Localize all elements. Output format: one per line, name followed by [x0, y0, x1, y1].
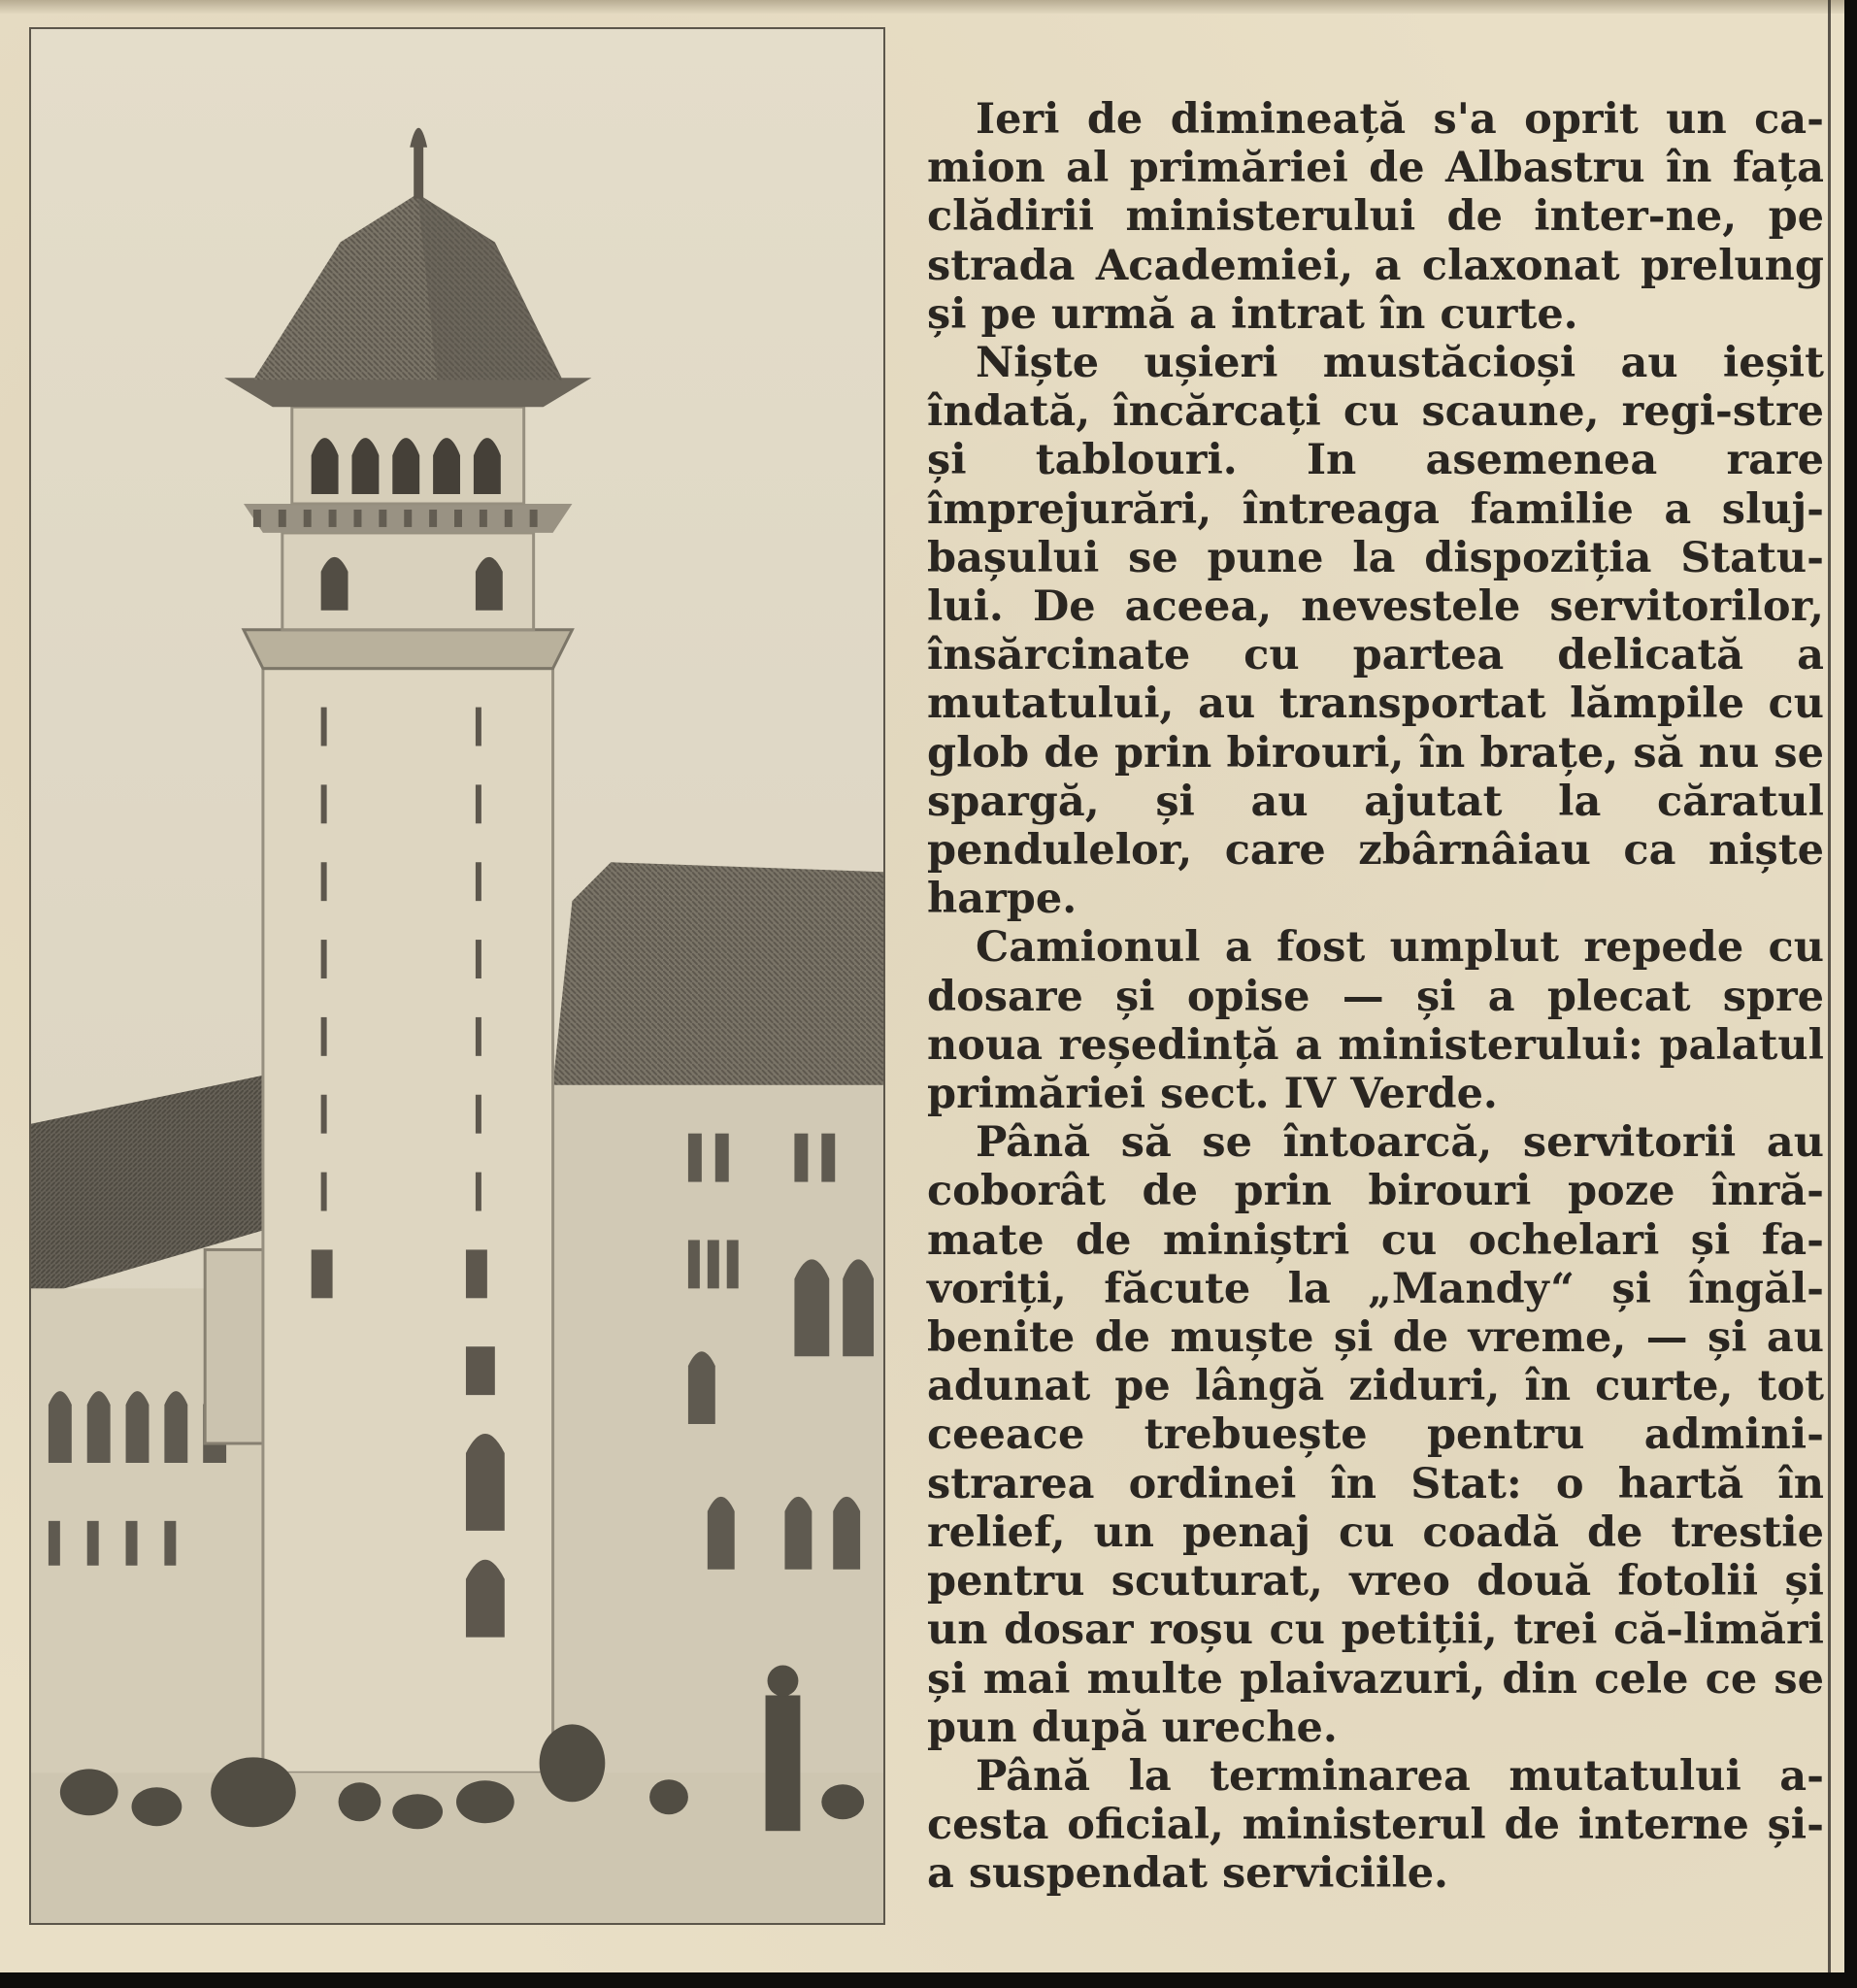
building-photo: [29, 27, 885, 1925]
bottom-edge: [0, 1972, 1857, 1988]
article-paragraph: Până la terminarea mutatului a-cesta oficial, ministerul de interne și-a suspendat serviciile.: [927, 1751, 1824, 1899]
article-paragraph: Până să se întoarcă, servitorii au coborât de prin birouri poze înră-mate de miniștri cu ochelari și fa-voriți, făcute la „Mandy“ și îngăl-benite de muște și de vreme, — și au adunat pe lângă ziduri, în curte, tot ceeace trebuește pentru admini-strarea ordinei în Stat: o hartă în relief, un penaj cu coadă de trestie pentru scuturat, vreo două fotolii și un dosar roșu cu petiții, trei că-limări și mai multe plaivazuri, din cele ce se pun după ureche.: [927, 1118, 1824, 1752]
article-paragraph: Camionul a fost umplut repede cu dosare și opise — și a plecat spre noua reședință a ministerului: palatul primăriei sect. IV Verde.: [927, 923, 1824, 1119]
top-edge: [0, 0, 1844, 14]
article-paragraph: Ieri de dimineață s'a oprit un ca-mion al primăriei de Albastru în fața clădirii ministerului de inter-ne, pe strada Academiei, a claxonat prelung și pe urmă a intrat în curte.: [927, 95, 1824, 339]
article-paragraph: Niște ușieri mustăcioși au ieșit îndată, încărcați cu scaune, regi-stre și tablouri. In asemenea rare împrejurări, întreaga familie a sluj-bașului se pune la dispoziția Statu-lui. De aceea, nevestele servitorilor, însărcinate cu partea delicată a mutatului, au transportat lămpile cu glob de prin birouri, în brațe, să nu se spargă, și au ajutat la căratul pendulelor, care zbârnâiau ca niște harpe.: [927, 339, 1824, 924]
column-rule: [1828, 0, 1831, 1972]
article-body: [927, 95, 1824, 1959]
